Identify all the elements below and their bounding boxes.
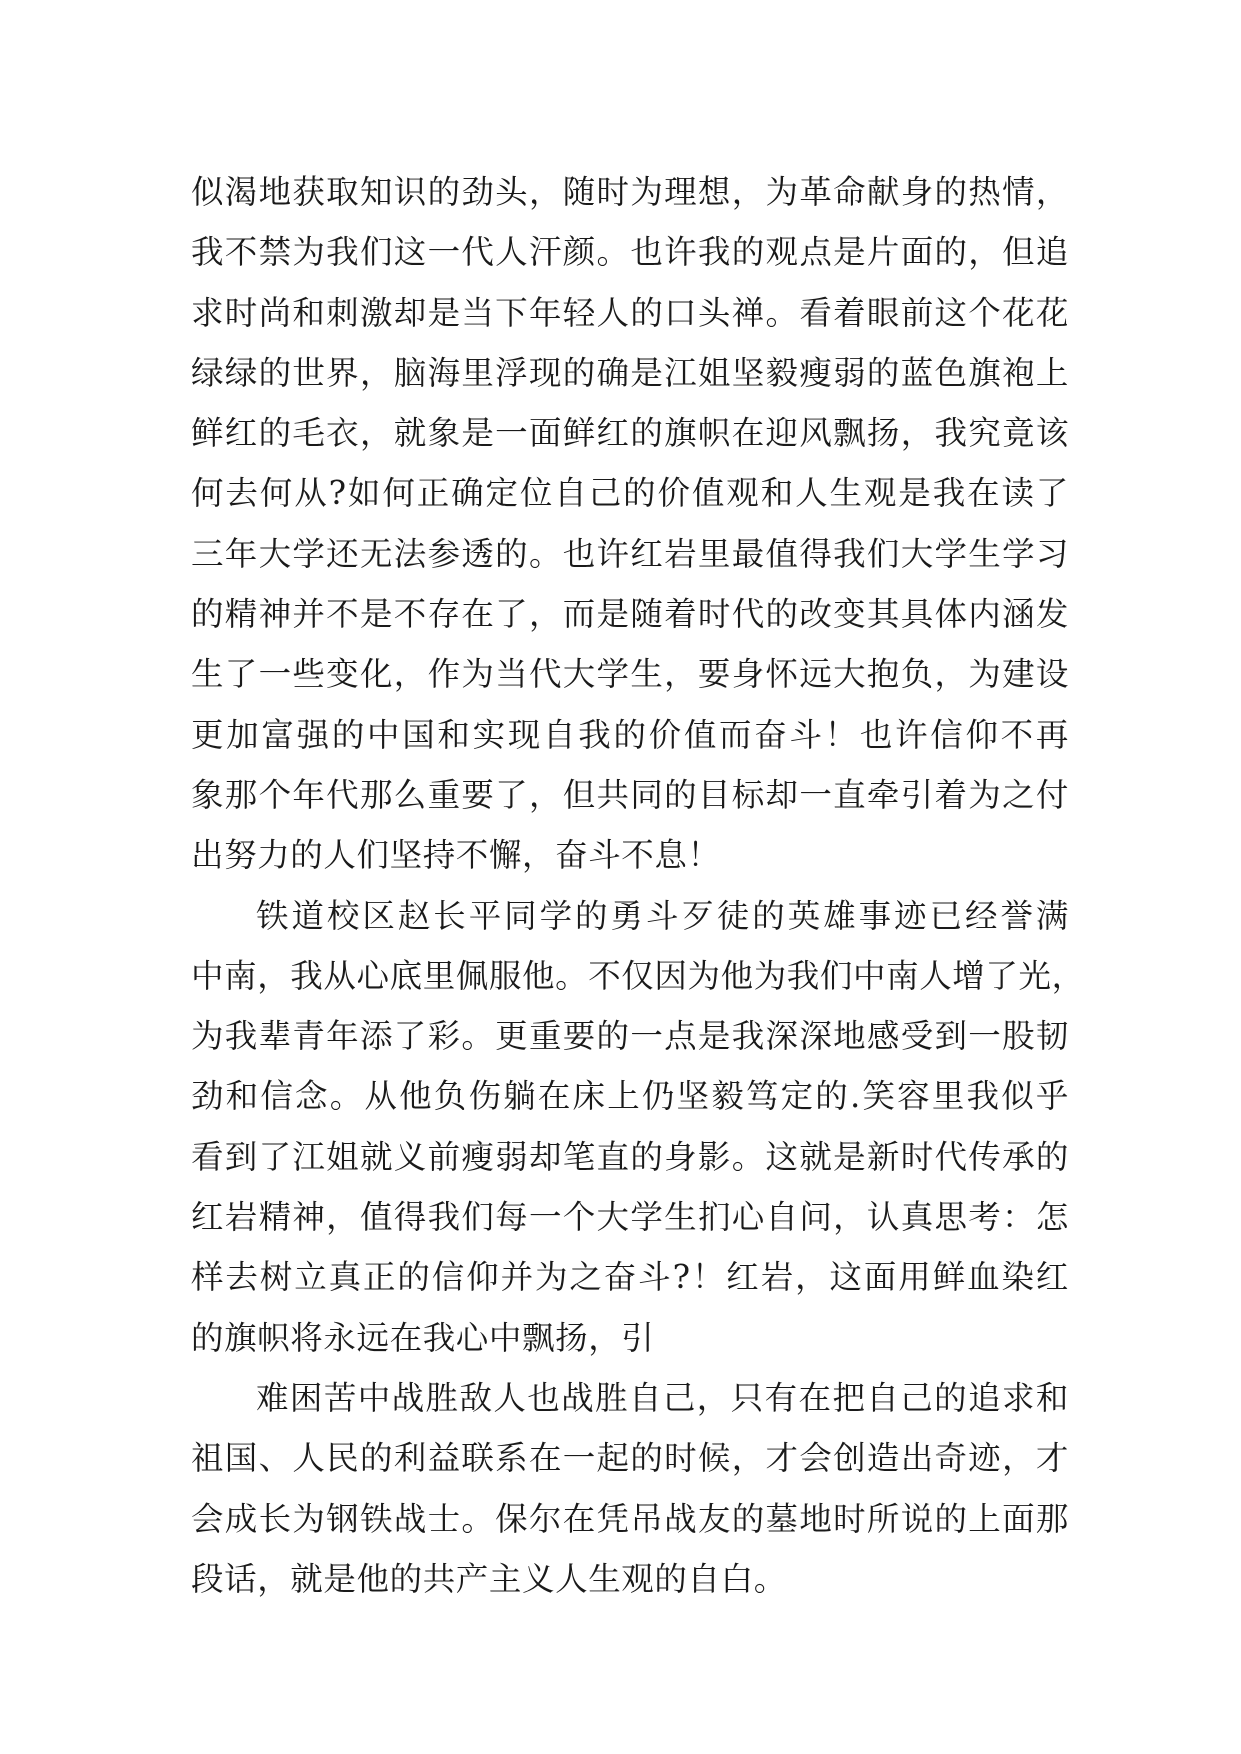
text-line: 祖国、人民的利益联系在一起的时候，才会创造出奇迹，才 <box>191 1439 1069 1478</box>
paragraph-1 <box>191 162 1069 886</box>
text-line: 更加富强的中国和实现自我的价值而奋斗！也许信仰不再 <box>191 715 1069 754</box>
text-line: 出努力的人们坚持不懈，奋斗不息！ <box>191 836 721 875</box>
text-line: 铁道校区赵长平同学的勇斗歹徒的英雄事迹已经誉满 <box>256 896 1069 935</box>
text-line: 的旗帜将永远在我心中飘扬，引 <box>191 1318 655 1357</box>
text-line: 红岩精神，值得我们每一个大学生扪心自问，认真思考：怎 <box>191 1198 1069 1237</box>
text-line: 样去树立真正的信仰并为之奋斗?！红岩，这面用鲜血染红 <box>191 1258 1069 1297</box>
text-line: 中南，我从心底里佩服他。不仅因为他为我们中南人增了光， <box>191 956 1085 995</box>
text-line: 看到了江姐就义前瘦弱却笔直的身影。这就是新时代传承的 <box>191 1137 1069 1176</box>
text-line: 的精神并不是不存在了，而是随着时代的改变其具体内涵发 <box>191 595 1069 634</box>
text-line: 难困苦中战胜敌人也战胜自己，只有在把自己的追求和 <box>256 1378 1069 1417</box>
text-line: 求时尚和刺激却是当下年轻人的口头禅。看着眼前这个花花 <box>191 293 1069 332</box>
paragraph-3 <box>191 1368 1069 1609</box>
paragraph-2 <box>191 886 1085 1368</box>
text-line: 何去何从?如何正确定位自己的价值观和人生观是我在读了 <box>191 474 1069 513</box>
text-line: 象那个年代那么重要了，但共同的目标却一直牵引着为之付 <box>191 775 1069 814</box>
text-line: 段话，就是他的共产主义人生观的自白。 <box>191 1559 787 1598</box>
text-line: 绿绿的世界，脑海里浮现的确是江姐坚毅瘦弱的蓝色旗袍上 <box>191 353 1069 392</box>
text-line: 鲜红的毛衣，就象是一面鲜红的旗帜在迎风飘扬，我究竟该 <box>191 414 1069 453</box>
text-line: 劲和信念。从他负伤躺在床上仍坚毅笃定的.笑容里我似乎 <box>191 1077 1069 1116</box>
body-text <box>191 162 1085 1609</box>
text-line: 三年大学还无法参透的。也许红岩里最值得我们大学生学习 <box>191 534 1069 573</box>
text-line: 生了一些变化，作为当代大学生，要身怀远大抱负，为建设 <box>191 655 1069 694</box>
text-line: 为我辈青年添了彩。更重要的一点是我深深地感受到一股韧 <box>191 1017 1069 1056</box>
text-line: 会成长为钢铁战士。保尔在凭吊战友的墓地时所说的上面那 <box>191 1499 1069 1538</box>
text-line: 似渴地获取知识的劲头，随时为理想，为革命献身的热情， <box>191 173 1069 211</box>
text-line: 我不禁为我们这一代人汗颜。也许我的观点是片面的，但追 <box>191 233 1069 272</box>
